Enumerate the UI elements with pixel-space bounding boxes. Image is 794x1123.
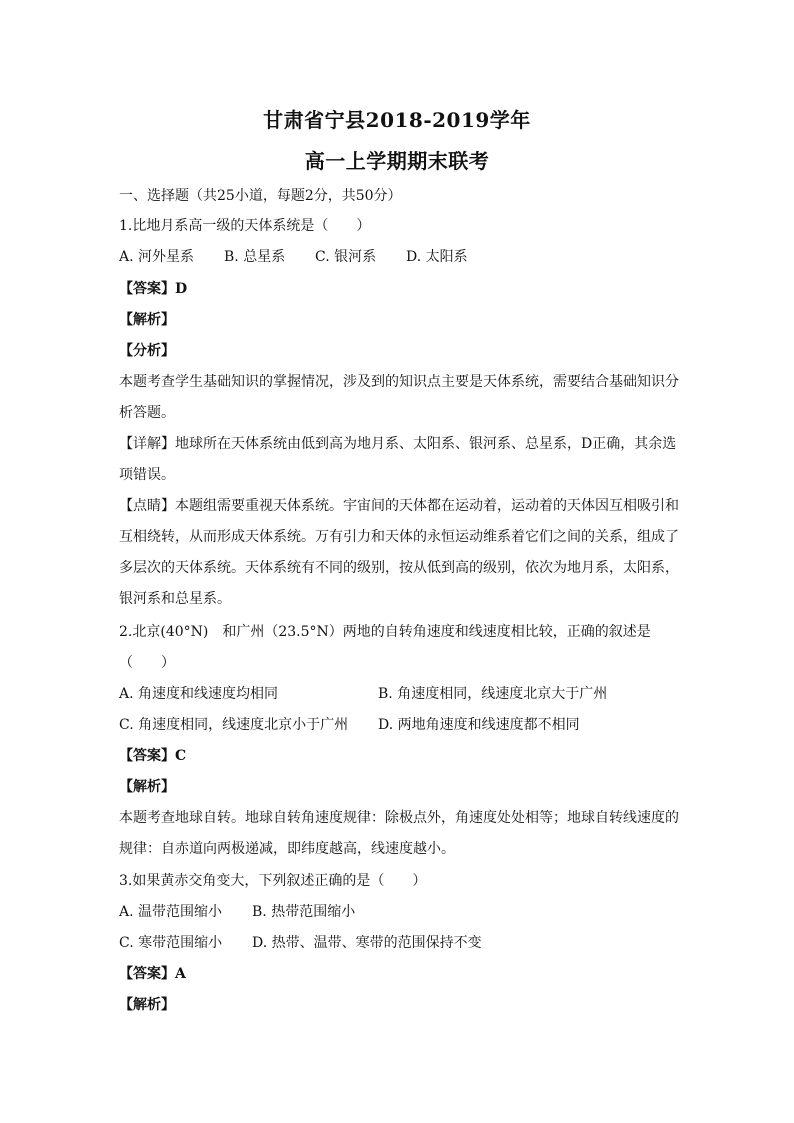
q2-explanation-line2: 规律：自赤道向两极递减，即纬度越高，线速度越小。	[119, 841, 455, 857]
q2-explanation-line1: 本题考查地球自转。地球自转角速度规律：除极点外，角速度处处相等；地球自转线速度的	[119, 810, 679, 826]
q2-answer: 【答案】C	[119, 748, 187, 764]
q1-option-d: D. 太阳系	[406, 249, 468, 265]
q3-answer: 【答案】A	[119, 966, 186, 982]
q3-stem: 3.如果黄赤交角变大，下列叙述正确的是（ ）	[119, 873, 427, 889]
q1-stem: 1.比地月系高一级的天体系统是（ ）	[119, 218, 371, 234]
q1-point-line2: 互相绕转，从而形成天体系统。万有引力和天体的永恒运动维系着它们之间的关系，组成了	[119, 529, 679, 545]
q1-fenxi-line2: 析答题。	[119, 405, 175, 421]
section-heading: 一、选择题（共25小道，每题2分，共50分）	[119, 188, 402, 204]
q3-analysis-label: 【解析】	[119, 997, 175, 1013]
q2-option-a: A. 角速度和线速度均相同	[119, 686, 279, 702]
q1-analysis-label: 【解析】	[119, 312, 175, 328]
q2-option-c: C. 角速度相同，线速度北京小于广州	[119, 717, 349, 733]
q1-point-line1: 【点睛】本题组需要重视天体系统。宇宙间的天体都在运动着，运动着的天体因互相吸引和	[119, 498, 679, 514]
q1-option-a: A. 河外星系	[119, 249, 195, 265]
q1-detail-line1: 【详解】地球所在天体系统由低到高为地月系、太阳系、银河系、总星系，D正确，其余选	[119, 436, 677, 452]
q1-option-b: B. 总星系	[224, 249, 286, 265]
q3-option-a: A. 温带范围缩小	[119, 904, 223, 920]
q3-option-b: B. 热带范围缩小	[252, 904, 356, 920]
document-title-line2: 高一上学期期末联考	[304, 149, 490, 173]
q2-stem-line2: （ ）	[119, 655, 175, 671]
q2-analysis-label: 【解析】	[119, 779, 175, 795]
q1-fenxi-label: 【分析】	[119, 343, 175, 359]
q2-option-d: D. 两地角速度和线速度都不相同	[378, 717, 580, 733]
q2-option-b: B. 角速度相同，线速度北京大于广州	[378, 686, 608, 702]
q3-option-d: D. 热带、温带、寒带的范围保持不变	[252, 935, 482, 951]
document-title-line1: 甘肃省宁县2018-2019学年	[263, 108, 531, 132]
q1-option-c: C. 银河系	[315, 249, 377, 265]
q1-fenxi-line1: 本题考查学生基础知识的掌握情况，涉及到的知识点主要是天体系统，需要结合基础知识分	[119, 374, 679, 390]
q2-stem-line1: 2.北京(40°N) 和广州（23.5°N）两地的自转角速度和线速度相比较，正确的叙述是	[119, 624, 651, 640]
q1-answer: 【答案】D	[119, 281, 188, 297]
q1-detail-line2: 项错误。	[119, 467, 175, 483]
q3-option-c: C. 寒带范围缩小	[119, 935, 223, 951]
q1-point-line4: 银河系和总星系。	[119, 591, 231, 607]
q1-point-line3: 多层次的天体系统。天体系统有不同的级别，按从低到高的级别，依次为地月系，太阳系，	[119, 560, 679, 576]
